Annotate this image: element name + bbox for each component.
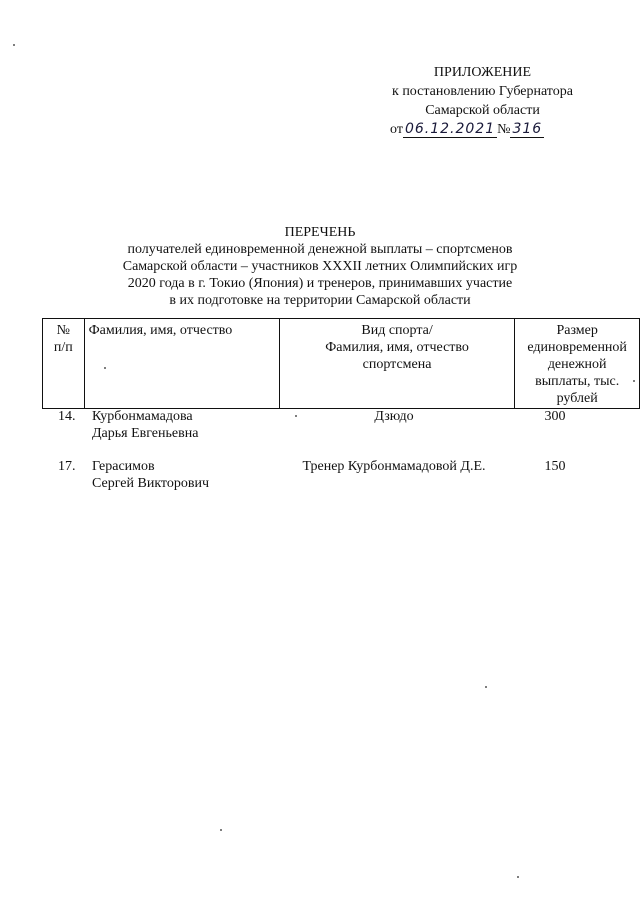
title-line-1: получателей единовременной денежной выплаты – спортсменов	[127, 242, 513, 257]
scan-speck	[517, 876, 519, 878]
scan-speck	[13, 44, 15, 46]
decree-date-number	[380, 120, 585, 139]
appendix-header	[380, 63, 585, 139]
title-line-2: Самарской области – участников XXXII летних Олимпийских игр	[122, 259, 518, 274]
row-sport: Тренер Курбонмамадовой Д.Е.	[302, 459, 486, 474]
scan-speck	[220, 829, 222, 831]
scan-speck	[295, 415, 297, 417]
title-line-4: в их подготовке на территории Самарской области	[169, 293, 471, 308]
scan-speck	[104, 367, 106, 369]
header-num: № п/п	[43, 319, 85, 409]
row-number: 14.	[58, 409, 76, 424]
decree-number: 316	[512, 121, 543, 137]
row-surname: Герасимов	[92, 459, 155, 474]
number-prefix: №	[497, 122, 511, 137]
decree-date: 06.12.2021	[404, 121, 496, 137]
scan-speck	[485, 686, 487, 688]
row-amount: 150	[544, 459, 566, 474]
row-given-names: Сергей Викторович	[92, 476, 210, 491]
row-fio	[92, 408, 282, 442]
date-prefix: от	[390, 122, 403, 137]
header-fio: Фамилия, имя, отчество	[84, 319, 279, 409]
row-sport: Дзюдо	[374, 409, 414, 424]
appendix-title: ПРИЛОЖЕНИЕ	[433, 65, 532, 80]
table-header-row	[43, 319, 640, 409]
document-title	[80, 224, 560, 309]
recipients-table-header	[42, 318, 640, 409]
header-sport: Вид спорта/ Фамилия, имя, отчество спортсмена	[279, 319, 515, 409]
title-heading: ПЕРЕЧЕНЬ	[284, 225, 356, 240]
row-given-names: Дарья Евгеньевна	[92, 426, 199, 441]
header-amount: Размер единовременной денежной выплаты, тыс. рублей	[515, 319, 640, 409]
appendix-line-1: к постановлению Губернатора	[392, 84, 573, 99]
row-fio	[92, 458, 282, 492]
scan-speck	[633, 380, 635, 382]
title-line-3: 2020 года в г. Токио (Япония) и тренеров, принимавших участие	[127, 276, 513, 291]
row-amount: 300	[544, 409, 566, 424]
row-number: 17.	[58, 459, 76, 474]
appendix-line-2: Самарской области	[425, 103, 540, 118]
row-surname: Курбонмамадова	[92, 409, 193, 424]
